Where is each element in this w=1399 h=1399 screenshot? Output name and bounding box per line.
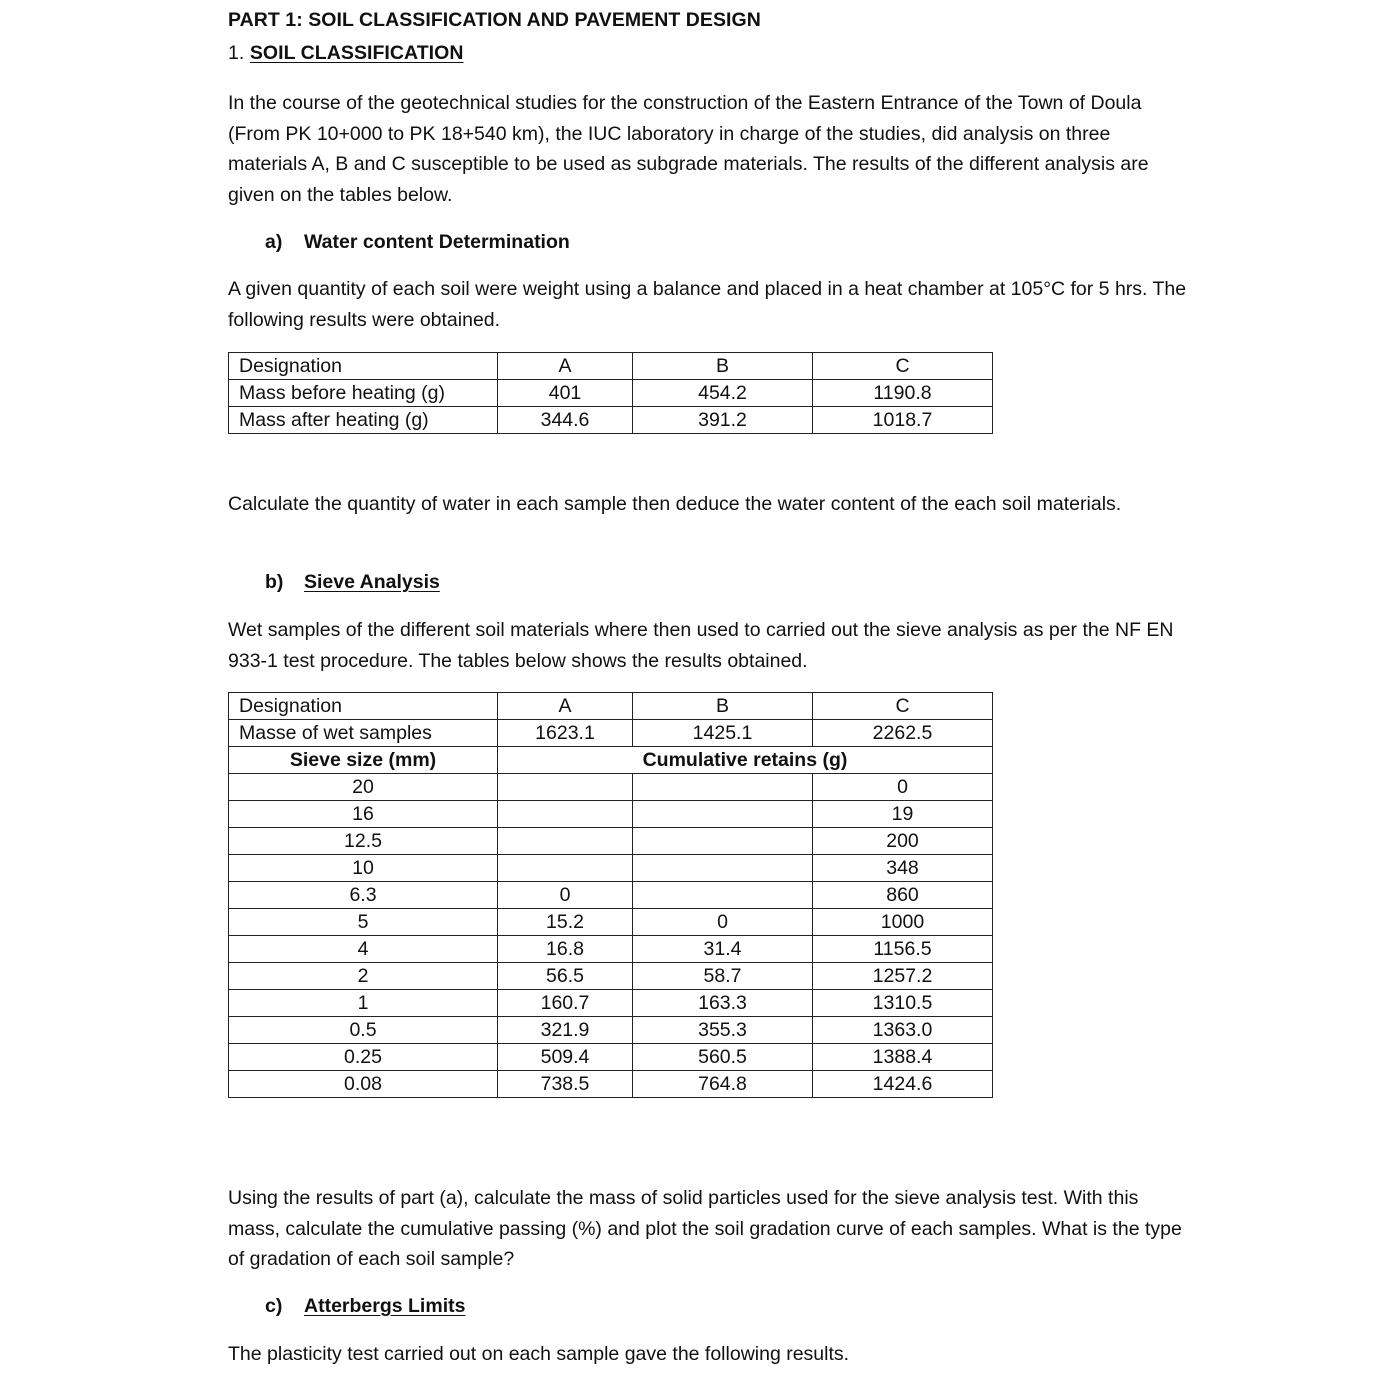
table-cell: 1310.5 [813, 990, 993, 1017]
table-cell: 509.4 [498, 1044, 633, 1071]
table-cell: 738.5 [498, 1071, 633, 1098]
table-cell: 860 [813, 882, 993, 909]
table-cell: 348 [813, 855, 993, 882]
table-row [229, 801, 993, 828]
part-title: PART 1: SOIL CLASSIFICATION AND PAVEMENT DESIGN [228, 9, 761, 31]
part-c-letter: c) [265, 1295, 283, 1317]
table-row [229, 963, 993, 990]
table-cell: 15.2 [498, 909, 633, 936]
table-row [229, 380, 993, 407]
table-cell: 764.8 [633, 1071, 813, 1098]
cumulative-retains-header: Cumulative retains (g) [498, 747, 993, 774]
table-cell: Designation [229, 353, 498, 380]
table-cell [498, 774, 633, 801]
part-a-letter: a) [265, 231, 283, 253]
part-b-letter: b) [265, 571, 284, 593]
part-b-text: Wet samples of the different soil materials where then used to carried out the sieve analysis as per the NF EN 933-1 test procedure. The tables below shows the results obtained. [228, 619, 1174, 672]
table-cell: 0 [633, 909, 813, 936]
table-row [229, 720, 993, 747]
sieve-size-header: Sieve size (mm) [229, 747, 498, 774]
table-subheader-row [229, 747, 993, 774]
section-number: 1. [228, 42, 245, 64]
table-row [229, 1044, 993, 1071]
table-row [229, 774, 993, 801]
table-cell: A [498, 693, 633, 720]
table-cell [633, 882, 813, 909]
table-cell [633, 801, 813, 828]
table-cell: 344.6 [498, 407, 633, 434]
sieve-rows [229, 774, 993, 1098]
table-row [229, 1071, 993, 1098]
table-cell: Masse of wet samples [229, 720, 498, 747]
table-cell: 56.5 [498, 963, 633, 990]
table-cell: 1000 [813, 909, 993, 936]
table-cell: 1 [229, 990, 498, 1017]
table-cell: 355.3 [633, 1017, 813, 1044]
table-cell: 163.3 [633, 990, 813, 1017]
table-cell: 2 [229, 963, 498, 990]
table-cell: 10 [229, 855, 498, 882]
table-cell: Mass before heating (g) [229, 380, 498, 407]
table-cell: 0 [498, 882, 633, 909]
table-cell: 1388.4 [813, 1044, 993, 1071]
section-title: SOIL CLASSIFICATION [249, 42, 464, 64]
table-cell: Mass after heating (g) [229, 407, 498, 434]
part-b-heading [265, 571, 440, 594]
table-row [229, 828, 993, 855]
table-row [229, 990, 993, 1017]
table-cell: 1363.0 [813, 1017, 993, 1044]
table-cell [498, 828, 633, 855]
table-cell [498, 855, 633, 882]
table-cell [633, 828, 813, 855]
table-cell: 6.3 [229, 882, 498, 909]
table-cell: 321.9 [498, 1017, 633, 1044]
part-a-title: Water content Determination [304, 231, 570, 253]
table-row [229, 909, 993, 936]
table-cell: B [633, 353, 813, 380]
table-cell: 391.2 [633, 407, 813, 434]
table-cell: 0.5 [229, 1017, 498, 1044]
part-b-question: Using the results of part (a), calculate the mass of solid particles used for the sieve analysis test. With this mass, calculate the cumulative passing (%) and plot the soil gradation curve of each samples. What is the type of gradation of each soil sample? [228, 1187, 1182, 1270]
table-cell: 16 [229, 801, 498, 828]
sieve-analysis-table [228, 692, 993, 1098]
table-row [229, 1017, 993, 1044]
table-row [229, 855, 993, 882]
part-b-title: Sieve Analysis [304, 571, 440, 593]
table-header-row [229, 353, 993, 380]
table-cell: 1425.1 [633, 720, 813, 747]
table-row [229, 936, 993, 963]
table-cell: C [813, 353, 993, 380]
table-cell: Designation [229, 693, 498, 720]
table-cell: 1257.2 [813, 963, 993, 990]
part-c-text: The plasticity test carried out on each sample gave the following results. [228, 1343, 850, 1365]
table-cell: 0.08 [229, 1071, 498, 1098]
table-cell: 0.25 [229, 1044, 498, 1071]
table-cell: 160.7 [498, 990, 633, 1017]
table-cell: 4 [229, 936, 498, 963]
part-c-title: Atterbergs Limits [304, 1295, 466, 1317]
part-a-text: A given quantity of each soil were weight using a balance and placed in a heat chamber at 105°C for 5 hrs. The following results were obtained. [228, 278, 1187, 331]
table-cell: 200 [813, 828, 993, 855]
table-cell: 2262.5 [813, 720, 993, 747]
table-cell: 1424.6 [813, 1071, 993, 1098]
table-cell [498, 801, 633, 828]
table-cell: 454.2 [633, 380, 813, 407]
table-cell: 19 [813, 801, 993, 828]
table-cell: B [633, 693, 813, 720]
intro-paragraph: In the course of the geotechnical studies for the construction of the Eastern Entrance of the Town of Doula (From PK 10+000 to PK 18+540 km), the IUC laboratory in charge of the studies, did analysis on three materials A, B and C susceptible to be used as subgrade materials. The results of the different analysis are given on the tables below. [228, 92, 1149, 206]
table-cell: 0 [813, 774, 993, 801]
table-cell: 1190.8 [813, 380, 993, 407]
table-cell [633, 774, 813, 801]
part-a-heading [265, 231, 570, 254]
table-cell: 401 [498, 380, 633, 407]
table-cell [633, 855, 813, 882]
table-cell: 1623.1 [498, 720, 633, 747]
table-cell: C [813, 693, 993, 720]
part-a-question: Calculate the quantity of water in each sample then deduce the water content of the each soil materials. [228, 493, 1122, 515]
table-row [229, 882, 993, 909]
table-cell: 20 [229, 774, 498, 801]
table-cell: 58.7 [633, 963, 813, 990]
table-row [229, 407, 993, 434]
table-cell: 31.4 [633, 936, 813, 963]
table-cell: 1156.5 [813, 936, 993, 963]
water-content-table [228, 352, 993, 434]
part-c-heading [265, 1295, 465, 1318]
table-cell: 5 [229, 909, 498, 936]
table-cell: 12.5 [229, 828, 498, 855]
table-cell: 560.5 [633, 1044, 813, 1071]
table-cell: 1018.7 [813, 407, 993, 434]
table-cell: 16.8 [498, 936, 633, 963]
section-heading [228, 42, 464, 65]
table-cell: A [498, 353, 633, 380]
table-header-row [229, 693, 993, 720]
